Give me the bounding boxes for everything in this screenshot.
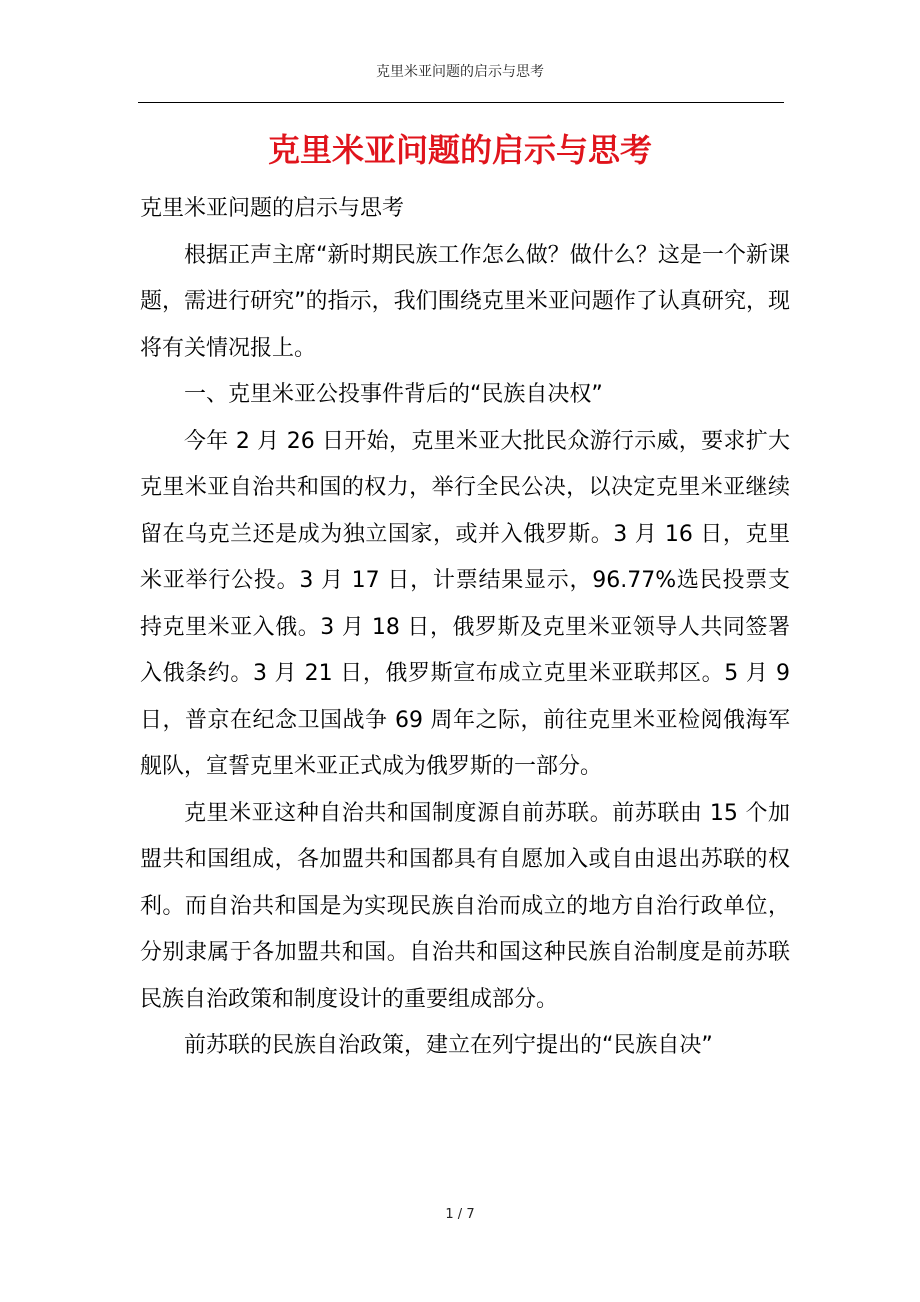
document-body [140, 186, 790, 1070]
section-heading: 一、克里米亚公投事件背后的“民族自决权” [184, 382, 603, 407]
paragraph: 今年 2 月 26 日开始，克里米亚大批民众游行示威，要求扩大克里米亚自治共和国的权力，举行全民公决，以决定克里米亚继续留在乌克兰还是成为独立国家，或并入俄罗斯。3 月 16 日，克里米亚举行公投。3 月 17 日，计票结果显示，96.77%选民投票支持克里米亚入俄。3 月 18 日，俄罗斯及克里米亚领导人共同签署入俄条约。3 月 21 日，俄罗斯宣布成立克里米亚联邦区。5 月 9 日，普京在纪念卫国战争 69 周年之际，前往克里米亚检阅俄海军舰队，宣誓克里米亚正式成为俄罗斯的一部分。 [140, 428, 790, 779]
paragraph: 克里米亚这种自治共和国制度源自前苏联。前苏联由 15 个加盟共和国组成，各加盟共和国都具有自愿加入或自由退出苏联的权利。而自治共和国是为实现民族自治而成立的地方自治行政单位，分别隶属于各加盟共和国。自治共和国这种民族自治制度是前苏联民族自治政策和制度设计的重要组成部分。 [140, 800, 790, 1012]
page-number: 1 / 7 [445, 1207, 475, 1222]
paragraph: 根据正声主席“新时期民族工作怎么做？做什么？这是一个新课题，需进行研究”的指示，我们围绕克里米亚问题作了认真研究，现将有关情况报上。 [140, 242, 790, 361]
header-divider [138, 102, 784, 103]
document-subtitle: 克里米亚问题的启示与思考 [140, 196, 405, 221]
document-title: 克里米亚问题的启示与思考 [267, 131, 652, 169]
running-header: 克里米亚问题的启示与思考 [376, 64, 544, 80]
paragraph: 前苏联的民族自治政策，建立在列宁提出的“民族自决” [184, 1033, 713, 1058]
